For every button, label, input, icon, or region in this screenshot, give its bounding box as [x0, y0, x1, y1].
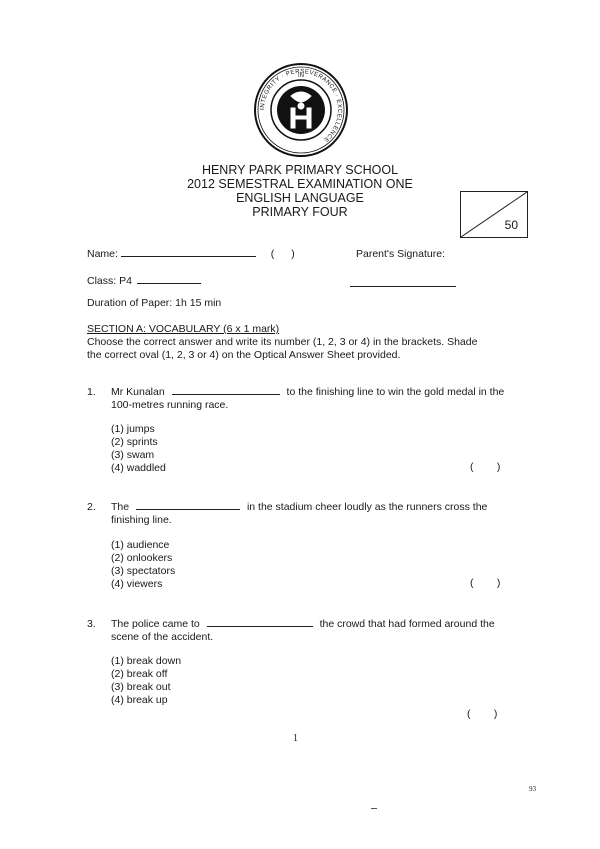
subject-title: ENGLISH LANGUAGE — [236, 191, 364, 205]
school-crest-logo — [253, 62, 349, 158]
name-row — [87, 248, 295, 260]
question-1-text-before: Mr Kunalan — [111, 386, 165, 398]
total-marks: 50 — [504, 218, 518, 232]
school-name: HENRY PARK PRIMARY SCHOOL — [201, 163, 399, 177]
level-title: PRIMARY FOUR — [252, 205, 348, 219]
scan-mark — [371, 808, 377, 809]
question-3-line-1 — [111, 618, 495, 630]
question-1-blank[interactable] — [172, 394, 280, 395]
question-3-number: 3. — [87, 618, 96, 630]
question-1-answer-bracket[interactable]: ( ) — [470, 461, 501, 473]
question-1-text-after: to the finishing line to win the gold medal in the — [286, 386, 505, 398]
question-3-options — [111, 655, 181, 707]
index-paren-open: ( — [270, 248, 275, 260]
question-2-option-2: (2) onlookers — [111, 552, 173, 564]
instruction-line-1: Choose the correct answer and write its number (1, 2, 3 or 4) in the brackets. Shade — [87, 336, 478, 348]
question-3-text-before: The police came to — [111, 618, 200, 630]
question-2-option-4: (4) viewers — [111, 578, 163, 590]
question-3-option-4: (4) break up — [111, 694, 168, 706]
question-3-answer-bracket[interactable]: ( ) — [467, 708, 498, 720]
question-2-text-before: The — [111, 501, 130, 513]
question-2-option-3: (3) spectators — [111, 565, 176, 577]
duration-text: Duration of Paper: 1h 15 min — [87, 297, 222, 309]
question-3-line-2: scene of the accident. — [111, 631, 214, 643]
crest-motto: INTEGRITY · PERSEVERANCE · EXCELLENCE — [259, 68, 343, 143]
question-2-line-1 — [111, 501, 487, 513]
question-2-line-2: finishing line. — [111, 514, 172, 526]
crest-top-text: IN — [298, 73, 304, 79]
question-1-line-2: 100-metres running race. — [111, 399, 229, 411]
question-3-text-after: the crowd that had formed around the — [319, 618, 495, 630]
question-3-blank[interactable] — [207, 626, 313, 627]
question-2-number: 2. — [87, 501, 96, 513]
instruction-line-2: the correct oval (1, 2, 3 or 4) on the Optical Answer Sheet provided. — [87, 349, 401, 361]
question-1-number: 1. — [87, 386, 96, 398]
parent-signature-label: Parent's Signature: — [356, 248, 445, 260]
name-blank[interactable] — [121, 256, 256, 257]
score-box — [460, 191, 528, 238]
question-2-blank[interactable] — [136, 509, 240, 510]
parent-signature-line[interactable] — [350, 286, 456, 287]
class-label: Class: P4 — [87, 275, 132, 287]
question-1-option-1: (1) jumps — [111, 423, 155, 435]
question-3-option-1: (1) break down — [111, 655, 182, 667]
corner-number: 93 — [529, 785, 536, 793]
question-1-option-3: (3) swam — [111, 449, 155, 461]
name-label: Name: — [87, 248, 118, 260]
question-2-text-after: in the stadium cheer loudly as the runners cross the — [246, 501, 488, 513]
class-blank[interactable] — [137, 283, 201, 284]
index-paren-close: ) — [291, 248, 295, 260]
class-row — [87, 275, 201, 287]
question-1-option-4: (4) waddled — [111, 462, 166, 474]
question-3-option-3: (3) break out — [111, 681, 171, 693]
question-1-line-1 — [111, 386, 504, 398]
question-1-options — [111, 423, 166, 475]
page-number: 1 — [293, 733, 298, 744]
section-title: SECTION A: VOCABULARY (6 x 1 mark) — [87, 323, 280, 335]
question-2-option-1: (1) audience — [111, 539, 170, 551]
question-1-option-2: (2) sprints — [111, 436, 158, 448]
exam-title: 2012 SEMESTRAL EXAMINATION ONE — [187, 177, 413, 191]
question-2-answer-bracket[interactable]: ( ) — [470, 577, 501, 589]
question-3-option-2: (2) break off — [111, 668, 168, 680]
question-2-options — [111, 539, 175, 591]
